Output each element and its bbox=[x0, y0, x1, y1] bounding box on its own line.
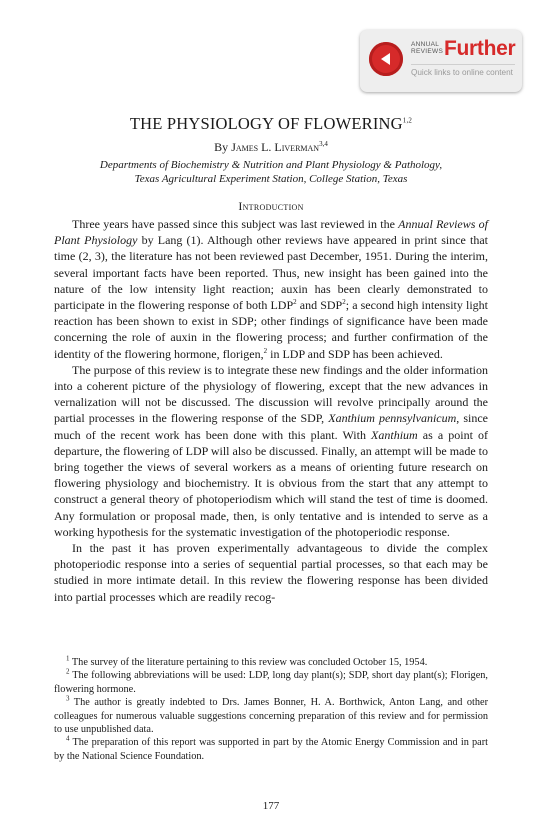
badge-divider bbox=[411, 64, 515, 65]
author-name: James L. Liverman bbox=[231, 140, 320, 154]
badge-further-label: Further bbox=[444, 37, 516, 60]
author-line: By James L. Liverman$^{3,4}$ bbox=[214, 140, 328, 154]
arrow-left-circle-icon bbox=[369, 42, 403, 76]
footnote: $^4$ The preparation of this report was supported in part by the Atomic Energy Commission and in part by the National Science Foundation. bbox=[54, 735, 488, 762]
badge-subtitle: Quick links to online content bbox=[411, 68, 513, 77]
badge-annual-reviews-label: ANNUAL REVIEWS bbox=[411, 41, 444, 55]
footnote: $^3$ The author is greatly indebted to Drs. James Bonner, H. A. Borthwick, Anton Lang, and other colleagues for numerous valuable suggestions concerning preparation of this review and for permission to use unpublished data. bbox=[54, 694, 488, 736]
article-title: THE PHYSIOLOGY OF FLOWERING$^{1,2}$ bbox=[129, 114, 413, 133]
footnotes bbox=[54, 656, 488, 763]
author-affiliation: Departments of Biochemistry & Nutrition and Plant Physiology & Pathology, Texas Agricultural Experiment Station, College Station, Texas bbox=[99, 159, 443, 185]
section-heading: Introduction bbox=[238, 199, 304, 213]
article-body bbox=[54, 216, 488, 605]
title-footnote-marks[interactable]: 1,2 bbox=[402, 116, 413, 125]
footnote: $^2$ The following abbreviations will be used: LDP, long day plant(s); SDP, short day plant(s); Florigen, flowering hormone. bbox=[54, 667, 488, 695]
paragraph: In the past it has proven experimentally advantageous to divide the complex photoperiodic response into a series of sequential partial processes, so that each may be studied in more intimate detail. In this review the flowering response has been divided into partial processes which are readily recog- bbox=[54, 541, 488, 604]
annual-reviews-further-badge[interactable] bbox=[360, 30, 522, 92]
footnote: $^1$ The survey of the literature pertaining to this review was concluded October 15, 1954. bbox=[66, 654, 428, 668]
page-number: 177 bbox=[262, 800, 280, 812]
paragraph: Three years have passed since this subject was last reviewed in the Annual Reviews of Plant Physiology by Lang (1). Although other reviews have appeared in print since that time (2, 3), the literature has not been reviewed past December, 1951. During the interim, several important facts have been reported. Thus, new insight has been gained into the nature of the low intensity light reaction; auxin has been clearly demonstrated to participate in the flowering response of both LDP$^2$ and SDP$^2$; a second high intensity light reaction has been shown to exist in SDP; other findings of significance have been made concerning the role of auxin in the flowering process; and further confirmation of the identity of the flowering hormone, florigen,$^2$ in LDP and SDP has been achieved. bbox=[54, 217, 488, 361]
author-footnote-marks[interactable]: 3,4 bbox=[319, 140, 328, 148]
paragraph: The purpose of this review is to integrate these new findings and the older information into a coherent picture of the physiology of flowering, except that the new advances in vernalization will not be discussed. The discussion will revolve principally around the partial processes in the flowering response of the SDP, Xanthium pennsylvanicum, since much of the recent work has been done with this plant. With Xanthium as a point of departure, the flowering of LDP will also be discussed. Finally, an attempt will be made to bring together the views of several workers as a means of orienting future research on flowering physiology and biochemistry. It is obvious from the start that any attempt to construct a general theory of photoperiodism which will stand the test of time is doomed. Any formulation or proposal made, then, is only tentative and is intended to serve as a working hypothesis for the systematic investigation of the photoperiodic response. bbox=[54, 362, 489, 539]
